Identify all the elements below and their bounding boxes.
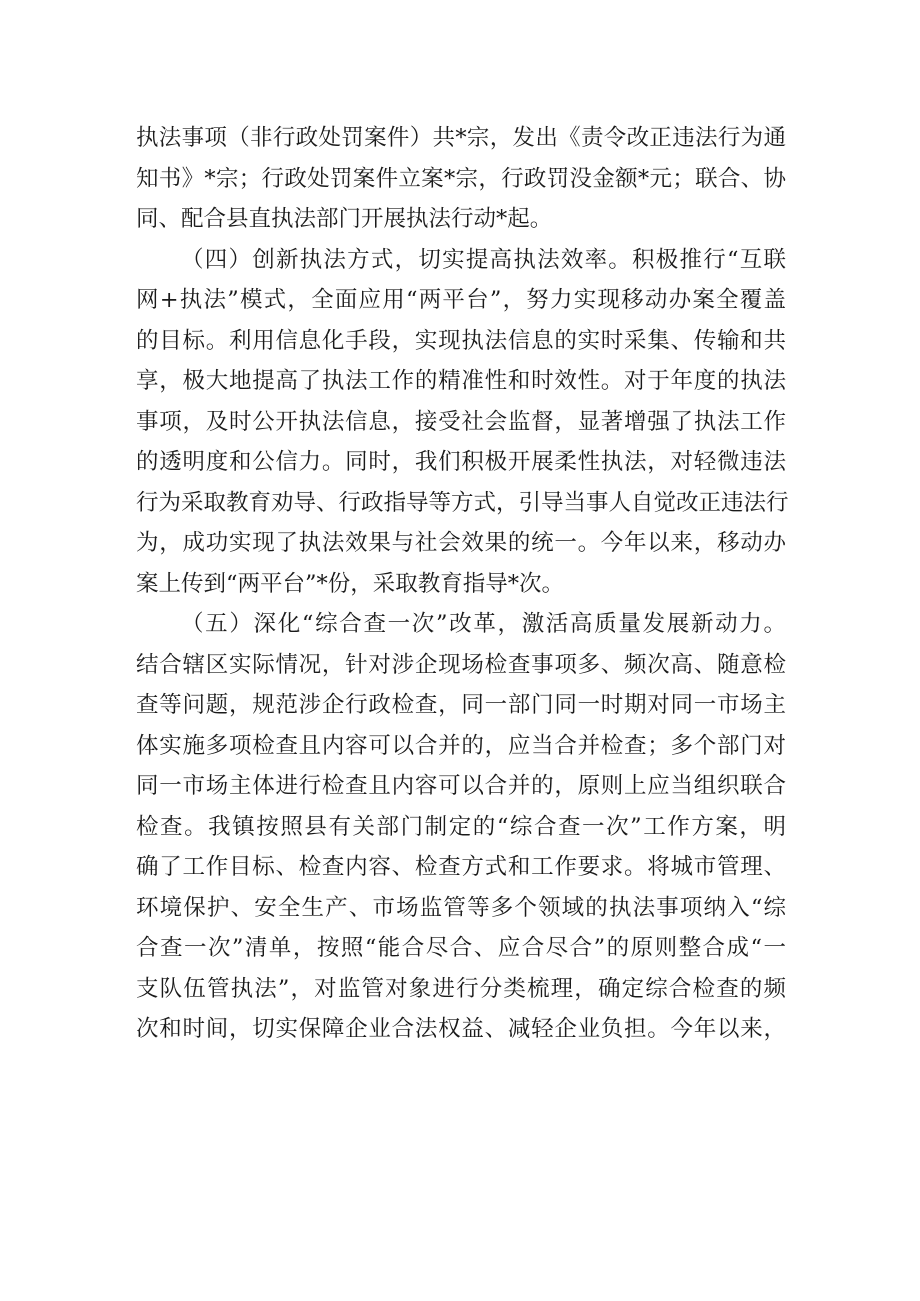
text-line: 的目标。利用信息化手段，实现执法信息的实时采集、传输和共 [136,327,786,354]
text-line: 行为采取教育劝导、行政指导等方式，引导当事人自觉改正违法行 [136,489,789,516]
text-line: 为，成功实现了执法效果与社会效果的统一。今年以来，移动办 [136,530,786,556]
text-line: 知书》*宗；行政处罚案件立案*宗，行政罚没金额*元；联合、协 [136,165,786,192]
text-line: 结合辖区实际情况，针对涉企现场检查事项多、频次高、随意检 [136,651,786,678]
section-heading-line: （四）创新执法方式，切实提高执法效率。积极推行“互联 [181,246,786,273]
section-heading-line: （五）深化“综合查一次”改革，激活高质量发展新动力。 [181,611,786,637]
text-line: 查等问题，规范涉企行政检查，同一部门同一时期对同一市场主 [136,692,786,718]
text-line: 同一市场主体进行检查且内容可以合并的，原则上应当组织联合 [136,773,786,799]
text-line: 案上传到“两平台”*份，采取教育指导*次。 [136,570,565,597]
text-line: 合查一次”清单，按照“能合尽合、应合尽合”的原则整合成“一 [136,935,786,961]
text-line: 支队伍管执法”，对监管对象进行分类梳理，确定综合检查的频 [136,975,786,1002]
text-line: 体实施多项检查且内容可以合并的，应当合并检查；多个部门对 [136,732,786,759]
text-line: 确了工作目标、检查内容、检查方式和工作要求。将城市管理、 [136,854,786,880]
body-text [136,118,789,1050]
text-line: 的透明度和公信力。同时，我们积极开展柔性执法，对轻微违法 [136,449,786,475]
text-line: 次和时间，切实保障企业合法权益、减轻企业负担。今年以来， [136,1016,786,1042]
text-line: 事项，及时公开执法信息，接受社会监督，显著增强了执法工作 [136,408,786,435]
text-line: 网+执法”模式，全面应用“两平台”，努力实现移动办案全覆盖 [136,287,786,313]
text-line: 同、配合县直执法部门开展执法行动*起。 [136,206,553,232]
text-line: 执法事项（非行政处罚案件）共*宗，发出《责令改正违法行为通 [136,125,786,151]
text-line: 环境保护、安全生产、市场监管等多个领域的执法事项纳入“综 [136,894,786,921]
text-line: 享，极大地提高了执法工作的精准性和时效性。对于年度的执法 [136,368,786,394]
text-line: 检查。我镇按照县有关部门制定的“综合查一次”工作方案，明 [136,813,786,840]
